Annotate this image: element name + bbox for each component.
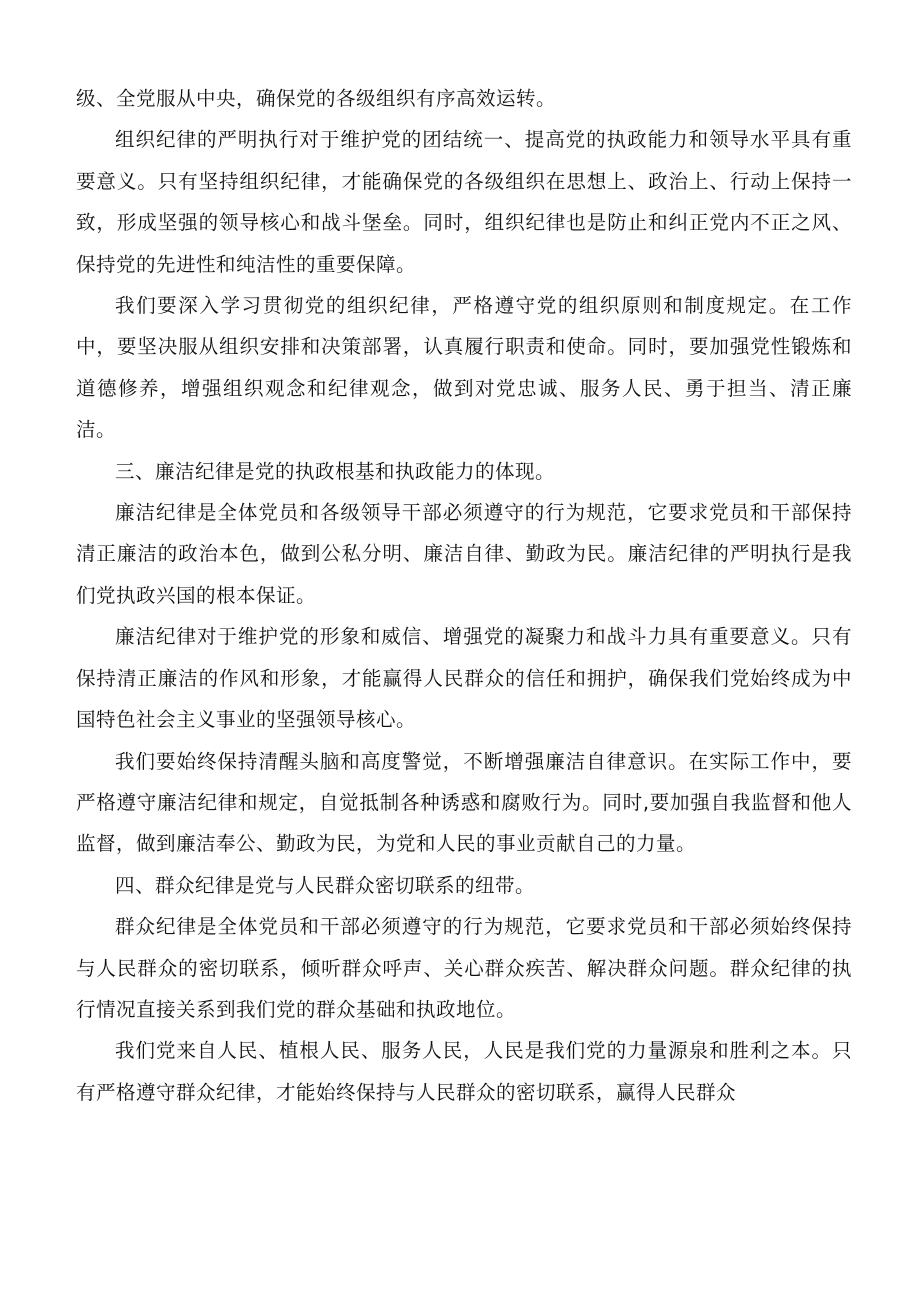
paragraph-organizational-discipline-significance: 组织纪律的严明执行对于维护党的团结统一、提高党的执政能力和领导水平具有重要意义。只有坚持组织纪律，才能确保党的各级组织在思想上、政治上、行动上保持一致，形成坚强的领导核心和战斗堡垒。同时，组织纪律也是防止和纠正党内不正之风、保持党的先进性和纯洁性的重要保障。: [76, 128, 852, 276]
section-heading-integrity-discipline: 三、廉洁纪律是党的执政根基和执政能力的体现。: [115, 459, 556, 483]
paragraph-integrity-discipline-practice: 我们要始终保持清醒头脑和高度警觉，不断增强廉洁自律意识。在实际工作中，要严格遵守廉洁纪律和规定，自觉抵制各种诱惑和腐败行为。同时,要加强自我监督和他人监督，做到廉洁奉公、勤政为民，为党和人民的事业贡献自己的力量。: [76, 749, 852, 856]
paragraph-organizational-discipline-practice: 我们要深入学习贯彻党的组织纪律，严格遵守党的组织原则和制度规定。在工作中，要坚决服从组织安排和决策部署，认真履行职责和使命。同时，要加强党性锻炼和道德修养，增强组织观念和纪律观念，做到对党忠诚、服务人民、勇于担当、清正廉洁。: [76, 294, 852, 442]
paragraph-continuation: 级、全党服从中央，确保党的各级组织有序高效运转。: [76, 87, 557, 110]
paragraph-mass-discipline-definition: 群众纪律是全体党员和干部必须遵守的行为规范，它要求党员和干部必须始终保持与人民群众的密切联系，倾听群众呼声、关心群众疾苦、解决群众问题。群众纪律的执行情况直接关系到我们党的群众基础和执政地位。: [76, 915, 852, 1021]
paragraph-mass-discipline-significance: 我们党来自人民、植根人民、服务人民，人民是我们党的力量源泉和胜利之本。只有严格遵守群众纪律，才能始终保持与人民群众的密切联系，赢得人民群众: [76, 1039, 852, 1104]
paragraph-integrity-discipline-significance: 廉洁纪律对于维护党的形象和威信、增强党的凝聚力和战斗力具有重要意义。只有保持清正廉洁的作风和形象，才能赢得人民群众的信任和拥护，确保我们党始终成为中国特色社会主义事业的坚强领导核心。: [76, 625, 852, 732]
paragraph-integrity-discipline-definition: 廉洁纪律是全体党员和各级领导干部必须遵守的行为规范，它要求党员和干部保持清正廉洁的政治本色，做到公私分明、廉洁自律、勤政为民。廉洁纪律的严明执行是我们党执政兴国的根本保证。: [76, 501, 852, 607]
document-body: [76, 78, 852, 1113]
section-heading-mass-discipline: 四、群众纪律是党与人民群众密切联系的纽带。: [115, 873, 536, 897]
